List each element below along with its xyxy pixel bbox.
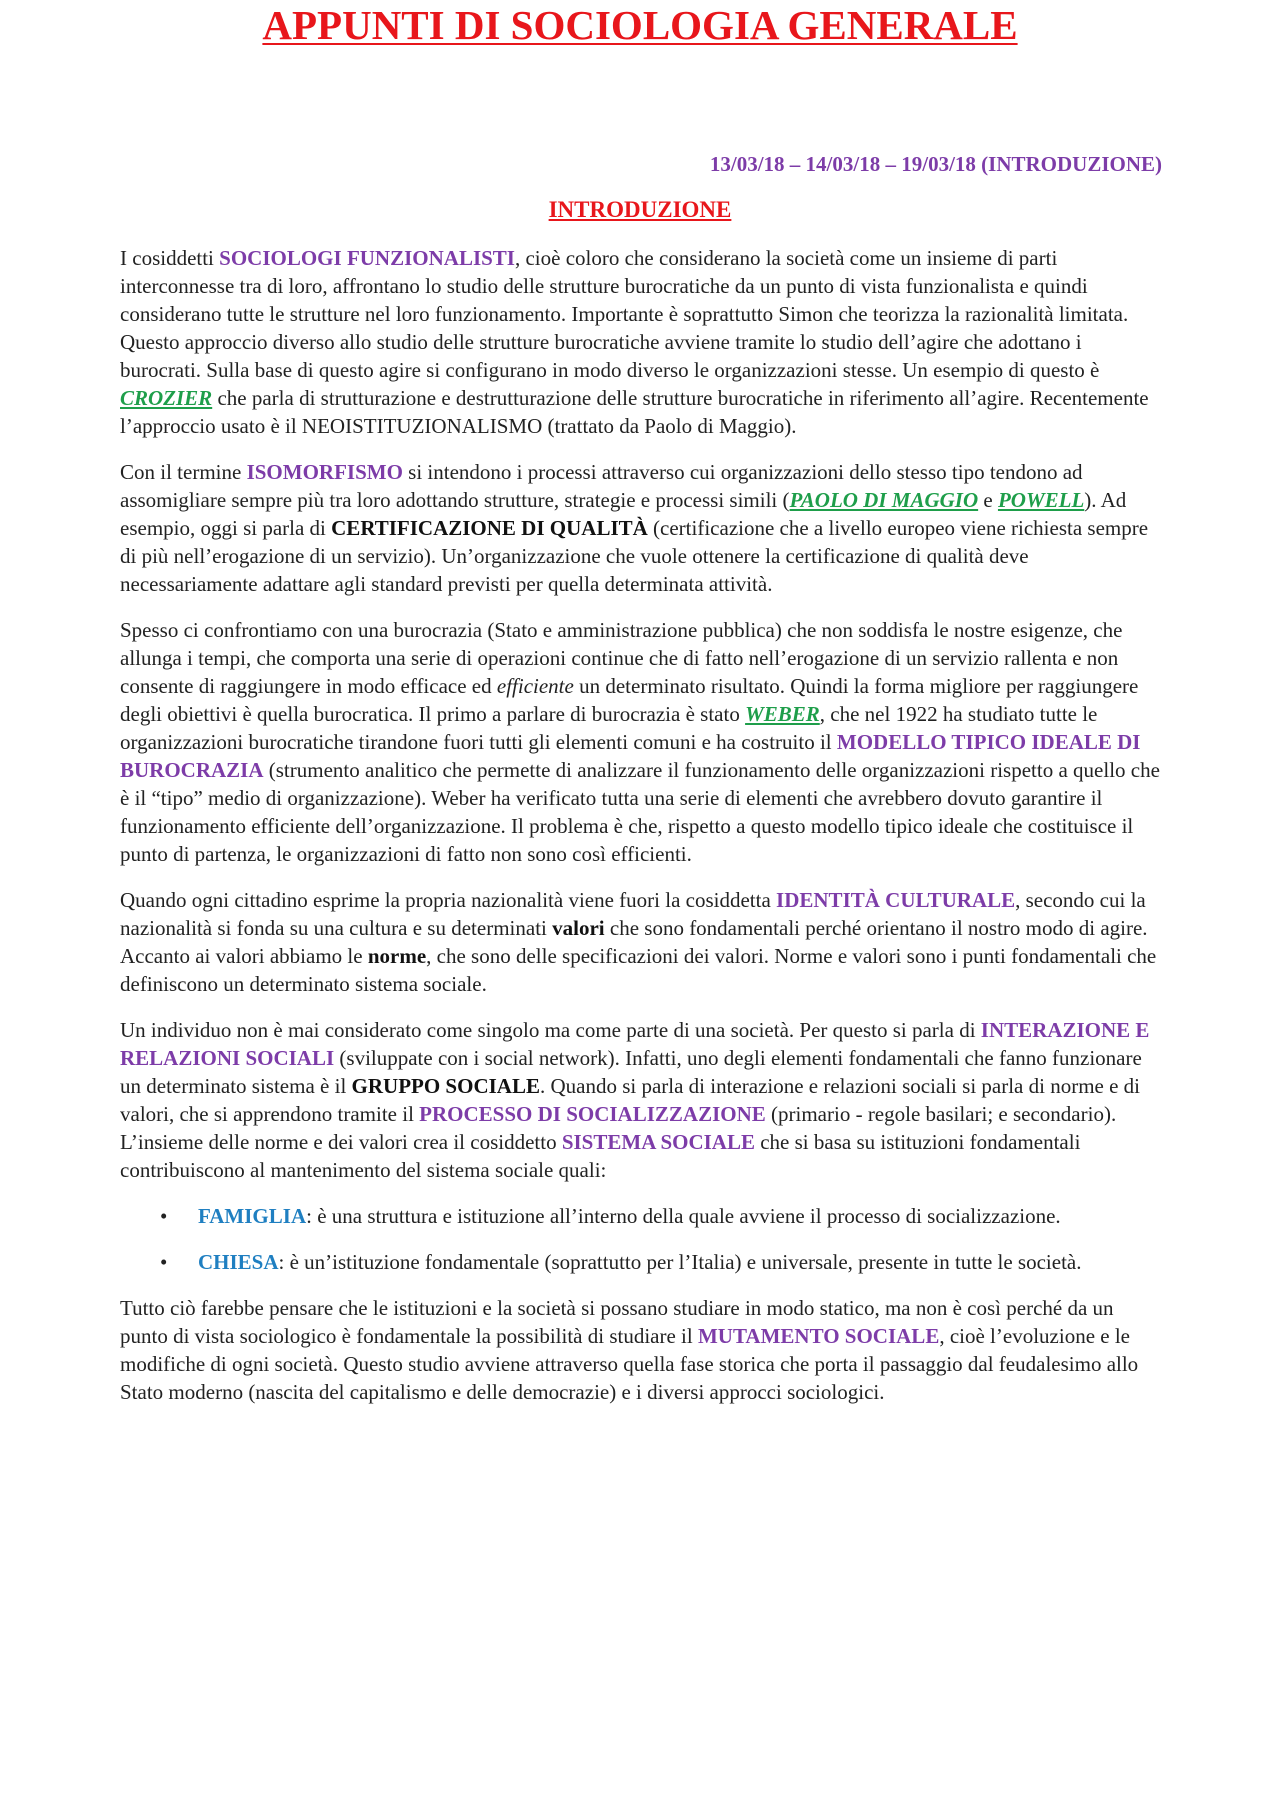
keyword-norme: norme [367,944,427,968]
text-run: I cosiddetti [120,246,220,270]
bullet-icon: • [160,1204,168,1228]
list-item-chiesa [120,1248,1160,1276]
text-run: : è una struttura e istituzione all’interno della quale avviene il processo di socializzazione. [306,1204,1061,1228]
text-run: (primario - regole basilari; e secondario). L’insieme delle norme e dei valori crea il cosiddetto [120,1102,1117,1154]
section-heading: INTRODUZIONE [548,197,732,222]
institutions-list [120,1202,1160,1276]
keyword-gruppo-sociale: GRUPPO SOCIALE [351,1074,540,1098]
text-run: (certificazione che a livello europeo viene richiesta sempre di più nell’erogazione di un servizio). Un’organizzazione che vuole ottenere la certificazione di qualità deve necessariamente adattare agli standard previsti per quella determinata attività. [120,516,1149,596]
document-body [120,244,1160,1424]
text-run: che si basa su istituzioni fondamentali contribuiscono al mantenimento del sistema sociale quali: [120,1130,1081,1182]
paragraph-burocrazia [120,616,1160,868]
keyword-sistema-sociale: SISTEMA SOCIALE [561,1130,755,1154]
text-run: , secondo cui la nazionalità si fonda su una cultura e su determinati [120,888,1146,940]
keyword-famiglia: FAMIGLIA [198,1204,307,1228]
keyword-chiesa: CHIESA [198,1250,279,1274]
list-item-famiglia [120,1202,1160,1230]
text-run: che sono fondamentali perché orientano il nostro modo di agire. Accanto ai valori abbiamo le [120,916,1148,968]
text-run: , cioè coloro che considerano la società come un insieme di parti interconnesse tra di loro, affrontano lo studio delle strutture burocratiche da un punto di vista funzionalista e quindi considerano tutte le strutture nel loro funzionamento. Importante è soprattutto Simon che teorizza la razionalità limitata. Questo approccio diverso allo studio delle strutture burocratiche avviene tramite lo studio dell’agire che adottano i burocrati. Sulla base di questo agire si configurano in modo diverso le organizzazioni stesse. Un esempio di questo è [120,246,1129,382]
paragraph-mutamento-sociale [120,1294,1160,1406]
keyword-identita-culturale: IDENTITÀ CULTURALE [776,888,1016,912]
text-run: un determinato risultato. Quindi la forma migliore per raggiungere degli obiettivi è quella burocratica. Il primo a parlare di burocrazia è stato [120,674,1139,726]
text-run: Tutto ciò farebbe pensare che le istituzioni e la società si possano studiare in modo statico, ma non è così perché da un punto di vista sociologico è fondamentale la possibilità di studiare il [120,1296,1114,1348]
bullet-icon: • [160,1250,168,1274]
keyword-valori: valori [552,916,605,940]
text-run: Quando ogni cittadino esprime la propria nazionalità viene fuori la cosiddetta [120,888,777,912]
author-weber: WEBER [745,702,820,726]
document-title: APPUNTI DI SOCIOLOGIA GENERALE [262,2,1018,48]
text-run: . Quando si parla di interazione e relazioni sociali si parla di norme e di valori, che si apprendono tramite il [120,1074,1141,1126]
paragraph-identita-culturale [120,886,1160,998]
paragraph-interazione [120,1016,1160,1184]
text-run: , che nel 1922 ha studiato tutte le organizzazioni burocratiche tirandone fuori tutti gli elementi comuni e ha costruito il [120,702,1098,754]
text-run: (sviluppate con i social network). Infatti, uno degli elementi fondamentali che fanno funzionare un determinato sistema è il [120,1046,1142,1098]
author-paolo-di-maggio: PAOLO DI MAGGIO [789,488,979,512]
paragraph-funzionalisti [120,244,1160,440]
text-run: che parla di strutturazione e destrutturazione delle strutture burocratiche in riferimento all’agire. Recentemente l’approccio usato è il NEOISTITUZIONALISMO (trattato da Paolo di Maggio). [120,386,1149,438]
text-run: Con il termine [120,460,247,484]
keyword-isomorfismo: ISOMORFISMO [246,460,403,484]
text-run: : è un’istituzione fondamentale (soprattutto per l’Italia) e universale, presente in tutte le società. [278,1250,1082,1274]
text-run: Spesso ci confrontiamo con una burocrazia (Stato e amministrazione pubblica) che non soddisfa le nostre esigenze, che allunga i tempi, che comporta una serie di operazioni continue che di fatto nell’erogazione di un servizio rallenta e non consente di raggiungere in modo efficace ed [120,618,1123,698]
text-run: ). Ad esempio, oggi si parla di [120,488,1127,540]
text-run: Un individuo non è mai considerato come singolo ma come parte di una società. Per questo si parla di [120,1018,981,1042]
author-crozier: CROZIER [120,386,213,410]
emphasis-efficiente: efficiente [496,674,574,698]
lecture-dates: 13/03/18 – 14/03/18 – 19/03/18 (INTRODUZIONE) [709,152,1162,176]
keyword-certificazione-qualita: CERTIFICAZIONE DI QUALITÀ [331,516,648,540]
keyword-processo-socializzazione: PROCESSO DI SOCIALIZZAZIONE [419,1102,766,1126]
text-run: , che sono delle specificazioni dei valori. Norme e valori sono i punti fondamentali che definiscono un determinato sistema sociale. [120,944,1157,996]
text-run: , cioè l’evoluzione e le modifiche di ogni società. Questo studio avviene attraverso quella fase storica che porta il passaggio dal feudalesimo allo Stato moderno (nascita del capitalismo e delle democrazie) e i diversi approcci sociologici. [120,1324,1139,1404]
author-powell: POWELL [997,488,1085,512]
keyword-sociologi-funzionalisti: SOCIOLOGI FUNZIONALISTI [219,246,515,270]
paragraph-isomorfismo [120,458,1160,598]
keyword-modello-tipico-ideale: MODELLO TIPICO IDEALE DI BUROCRAZIA [120,730,1141,782]
text-run: e [978,488,998,512]
keyword-interazione-relazioni: INTERAZIONE E RELAZIONI SOCIALI [120,1018,1150,1070]
keyword-mutamento-sociale: MUTAMENTO SOCIALE [697,1324,940,1348]
text-run: si intendono i processi attraverso cui organizzazioni dello stesso tipo tendono ad assomigliare sempre più tra loro adottando strutture, strategie e processi simili ( [120,460,1083,512]
text-run: (strumento analitico che permette di analizzare il funzionamento delle organizzazioni rispetto a quello che è il “tipo” medio di organizzazione). Weber ha verificato tutta una serie di elementi che avrebbero dovuto garantire il funzionamento efficiente dell’organizzazione. Il problema è che, rispetto a questo modello tipico ideale che costituisce il punto di partenza, le organizzazioni di fatto non sono così efficienti. [120,758,1160,866]
